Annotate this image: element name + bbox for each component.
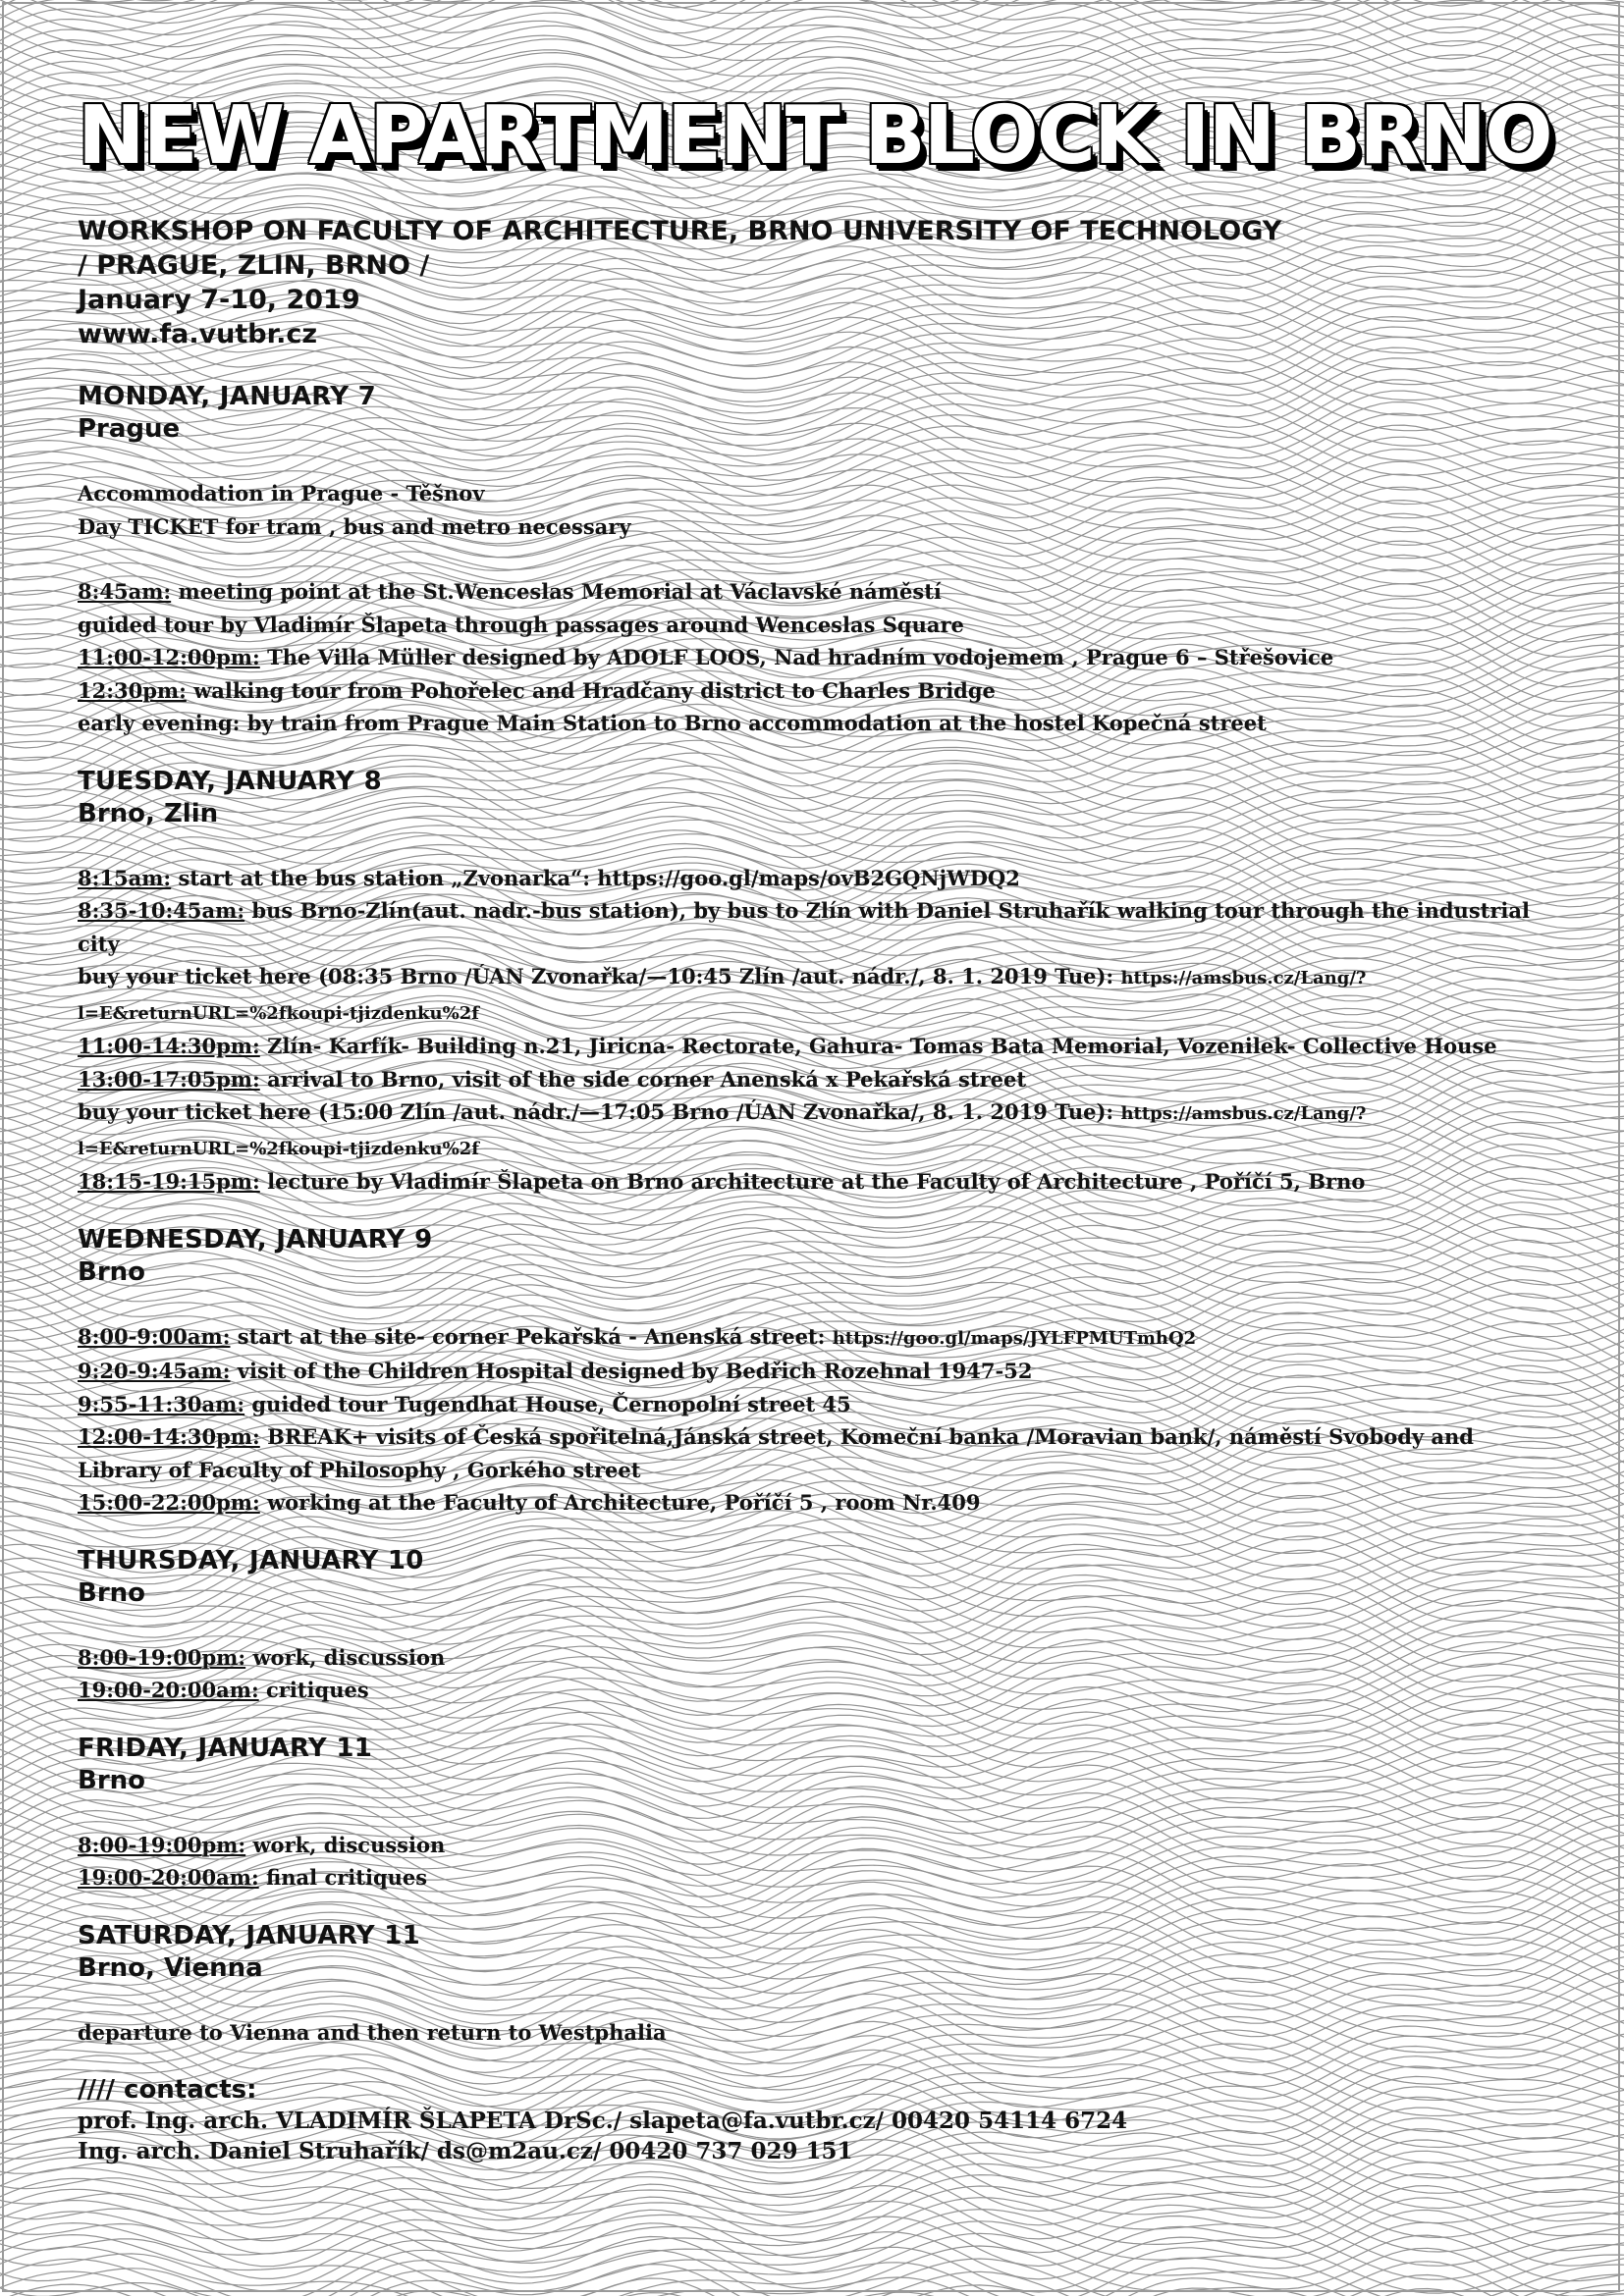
day-items bbox=[78, 477, 1560, 740]
day-section bbox=[78, 1733, 1560, 1895]
day-section bbox=[78, 1224, 1560, 1520]
item-text: meeting point at the St.Wenceslas Memorial at Václavské náměstí bbox=[171, 579, 942, 604]
contact-struharik: Ing. arch. Daniel Struhařík/ ds@m2au.cz/ 00420 737 029 151 bbox=[78, 2138, 853, 2164]
day-items bbox=[78, 1641, 1560, 1707]
schedule-item bbox=[78, 2016, 1560, 2050]
schedule-item bbox=[78, 707, 1560, 740]
schedule-item bbox=[78, 1641, 1560, 1675]
item-time: 8:00-19:00pm: bbox=[78, 1644, 246, 1670]
schedule-item bbox=[78, 1486, 1560, 1520]
item-text: The Villa Müller designed by ADOLF LOOS, Nad hradním vodojemem , Prague 6 – Střešovice bbox=[259, 645, 1334, 669]
workshop-cities: / PRAGUE, ZLIN, BRNO / bbox=[78, 250, 430, 281]
day-location: Brno bbox=[78, 1765, 146, 1795]
item-time: 8:00-19:00pm: bbox=[78, 1832, 246, 1857]
spacer bbox=[78, 543, 1560, 575]
workshop-dates: January 7-10, 2019 bbox=[78, 285, 360, 315]
item-time: 8:15am: bbox=[78, 865, 172, 890]
schedule-item bbox=[78, 1355, 1560, 1388]
day-items bbox=[78, 1320, 1560, 1520]
day-section bbox=[78, 1545, 1560, 1707]
schedule-item bbox=[78, 1320, 1560, 1356]
schedule-item bbox=[78, 1165, 1560, 1199]
day-items bbox=[78, 862, 1560, 1199]
workshop-title: WORKSHOP ON FACULTY OF ARCHITECTURE, BRNO UNIVERSITY OF TECHNOLOGY bbox=[78, 216, 1282, 246]
item-text: departure to Vienna and then return to Westphalia bbox=[78, 2019, 667, 2045]
item-time: 9:20-9:45am: bbox=[78, 1359, 231, 1383]
schedule-item bbox=[78, 609, 1560, 642]
item-time: 9:55-11:30am: bbox=[78, 1391, 245, 1416]
wave-line bbox=[0, 2259, 1624, 2296]
contacts-heading: //// contacts: bbox=[78, 2075, 257, 2105]
schedule-item bbox=[78, 1063, 1560, 1096]
document-body bbox=[78, 89, 1560, 2166]
item-time: 12:30pm: bbox=[78, 677, 187, 703]
item-text: arrival to Brno, visit of the side corner Anenská x Pekařská street bbox=[259, 1066, 1027, 1092]
schedule-item bbox=[78, 674, 1560, 708]
item-time: 12:00-14:30pm: bbox=[78, 1424, 260, 1449]
item-time: 11:00-14:30pm: bbox=[78, 1034, 260, 1058]
item-text: lecture by Vladimír Šlapeta on Brno architecture at the Faculty of Architecture , Poříčí 5, Brno bbox=[259, 1169, 1366, 1194]
item-text: guided tour by Vladimír Šlapeta through passages around Wenceslas Square bbox=[78, 612, 964, 637]
workshop-website[interactable]: www.fa.vutbr.cz bbox=[78, 319, 318, 349]
wave-line bbox=[0, 0, 1624, 86]
day-section bbox=[78, 381, 1560, 740]
wave-line bbox=[0, 2284, 1624, 2296]
item-text: working at the Faculty of Architecture, Poříčí 5 , room Nr.409 bbox=[259, 1490, 981, 1515]
schedule-item bbox=[78, 641, 1560, 674]
day-location: Brno, Zlin bbox=[78, 798, 219, 828]
item-text: final critiques bbox=[258, 1865, 428, 1890]
wave-line bbox=[0, 2160, 1624, 2241]
wave-line bbox=[0, 2233, 1624, 2296]
item-text: Zlín- Karfík- Building n.21, Jiricna- Rectorate, Gahura- Tomas Bata Memorial, Vozenilek- Collective House bbox=[259, 1034, 1497, 1058]
schedule-item bbox=[78, 862, 1560, 895]
item-time: 19:00-20:00am: bbox=[78, 1865, 259, 1890]
item-text: critiques bbox=[258, 1678, 369, 1702]
wave-line bbox=[0, 2262, 1624, 2296]
item-time: 18:15-19:15pm: bbox=[78, 1169, 260, 1194]
day-heading: TUESDAY, JANUARY 8 bbox=[78, 766, 382, 796]
day-section bbox=[78, 1920, 1560, 2050]
item-text: BREAK+ visits of Česká spořitelná,Jánská street, Komeční banka /Moravian bank/, náměstí Svobody and Library of Faculty of Philosophy , Gorkého street bbox=[78, 1424, 1474, 1482]
item-link[interactable]: https://amsbus.cz/Lang/?l=E&returnURL=%2fkoupi-tjizdenku%2f bbox=[78, 968, 1367, 1024]
contact-slapeta: prof. Ing. arch. VLADIMÍR ŠLAPETA DrSc./ slapeta@fa.vutbr.cz/ 00420 54114 6724 bbox=[78, 2108, 1128, 2134]
item-time: 13:00-17:05pm: bbox=[78, 1066, 260, 1092]
item-text: start at the bus station „Zvonarka“: https://goo.gl/maps/ovB2GQNjWDQ2 bbox=[171, 865, 1020, 890]
day-items bbox=[78, 1829, 1560, 1895]
item-text: work, discussion bbox=[245, 1832, 446, 1857]
day-location: Prague bbox=[78, 414, 181, 444]
item-time: 11:00-12:00pm: bbox=[78, 645, 260, 669]
item-text: bus Brno-Zlín(aut. nadr.-bus station), by bus to Zlín with Daniel Struhařík walking tour through the industrial city bbox=[78, 898, 1530, 956]
schedule-item bbox=[78, 960, 1560, 1030]
day-heading: FRIDAY, JANUARY 11 bbox=[78, 1733, 373, 1763]
day-location: Brno bbox=[78, 1577, 146, 1608]
item-time: 8:00-9:00am: bbox=[78, 1323, 231, 1349]
item-time: 8:45am: bbox=[78, 579, 172, 604]
day-section bbox=[78, 766, 1560, 1199]
day-location: Brno, Vienna bbox=[78, 1952, 263, 1983]
item-text: work, discussion bbox=[245, 1644, 446, 1670]
day-items bbox=[78, 2016, 1560, 2050]
schedule-item bbox=[78, 1388, 1560, 1421]
item-link[interactable]: https://goo.gl/maps/JYLFPMUTmhQ2 bbox=[832, 1327, 1197, 1349]
schedule-item bbox=[78, 1030, 1560, 1063]
schedule-item bbox=[78, 1095, 1560, 1165]
item-text: start at the site- corner Pekařská - Anenská street: bbox=[230, 1323, 833, 1349]
day-heading: MONDAY, JANUARY 7 bbox=[78, 382, 377, 411]
day-heading: THURSDAY, JANUARY 10 bbox=[78, 1545, 424, 1575]
item-text: walking tour from Pohořelec and Hradčany district to Charles Bridge bbox=[186, 677, 996, 703]
wave-line bbox=[0, 13, 1624, 99]
day-location: Brno bbox=[78, 1256, 146, 1287]
item-time: 15:00-22:00pm: bbox=[78, 1490, 260, 1515]
day-heading: SATURDAY, JANUARY 11 bbox=[78, 1920, 421, 1950]
schedule-item bbox=[78, 1829, 1560, 1862]
info-line: Day TICKET for tram , bus and metro necessary bbox=[78, 513, 631, 539]
wave-line bbox=[0, 2235, 1624, 2296]
item-link[interactable]: https://amsbus.cz/Lang/?l=E&returnURL=%2fkoupi-tjizdenku%2f bbox=[78, 1103, 1367, 1159]
item-text: guided tour Tugendhat House, Černopolní street 45 bbox=[244, 1391, 851, 1416]
schedule-item bbox=[78, 894, 1560, 960]
contacts-list bbox=[78, 2106, 1560, 2166]
item-text: buy your ticket here (15:00 Zlín /aut. nádr./—17:05 Brno /ÚAN Zvonařka/, 8. 1. 2019 Tue): bbox=[78, 1099, 1121, 1124]
schedule bbox=[78, 381, 1560, 2049]
document-title: NEW APARTMENT BLOCK IN BRNO bbox=[78, 89, 1551, 183]
day-heading: WEDNESDAY, JANUARY 9 bbox=[78, 1224, 433, 1255]
item-text: visit of the Children Hospital designed by Bedřich Rozehnal 1947-52 bbox=[230, 1359, 1033, 1383]
item-time: 8:35-10:45am: bbox=[78, 898, 245, 923]
schedule-item bbox=[78, 1861, 1560, 1895]
schedule-item bbox=[78, 575, 1560, 609]
schedule-item bbox=[78, 1420, 1560, 1486]
schedule-item bbox=[78, 1674, 1560, 1707]
info-line: Accommodation in Prague - Těšnov bbox=[78, 481, 485, 506]
item-text: buy your ticket here (08:35 Brno /ÚAN Zvonařka/—10:45 Zlín /aut. nádr./, 8. 1. 2019 Tue): bbox=[78, 964, 1121, 988]
item-time: 19:00-20:00am: bbox=[78, 1678, 259, 1702]
workshop-header bbox=[78, 214, 1560, 351]
item-text: early evening: by train from Prague Main Station to Brno accommodation at the hostel Kopečná street bbox=[78, 711, 1267, 735]
